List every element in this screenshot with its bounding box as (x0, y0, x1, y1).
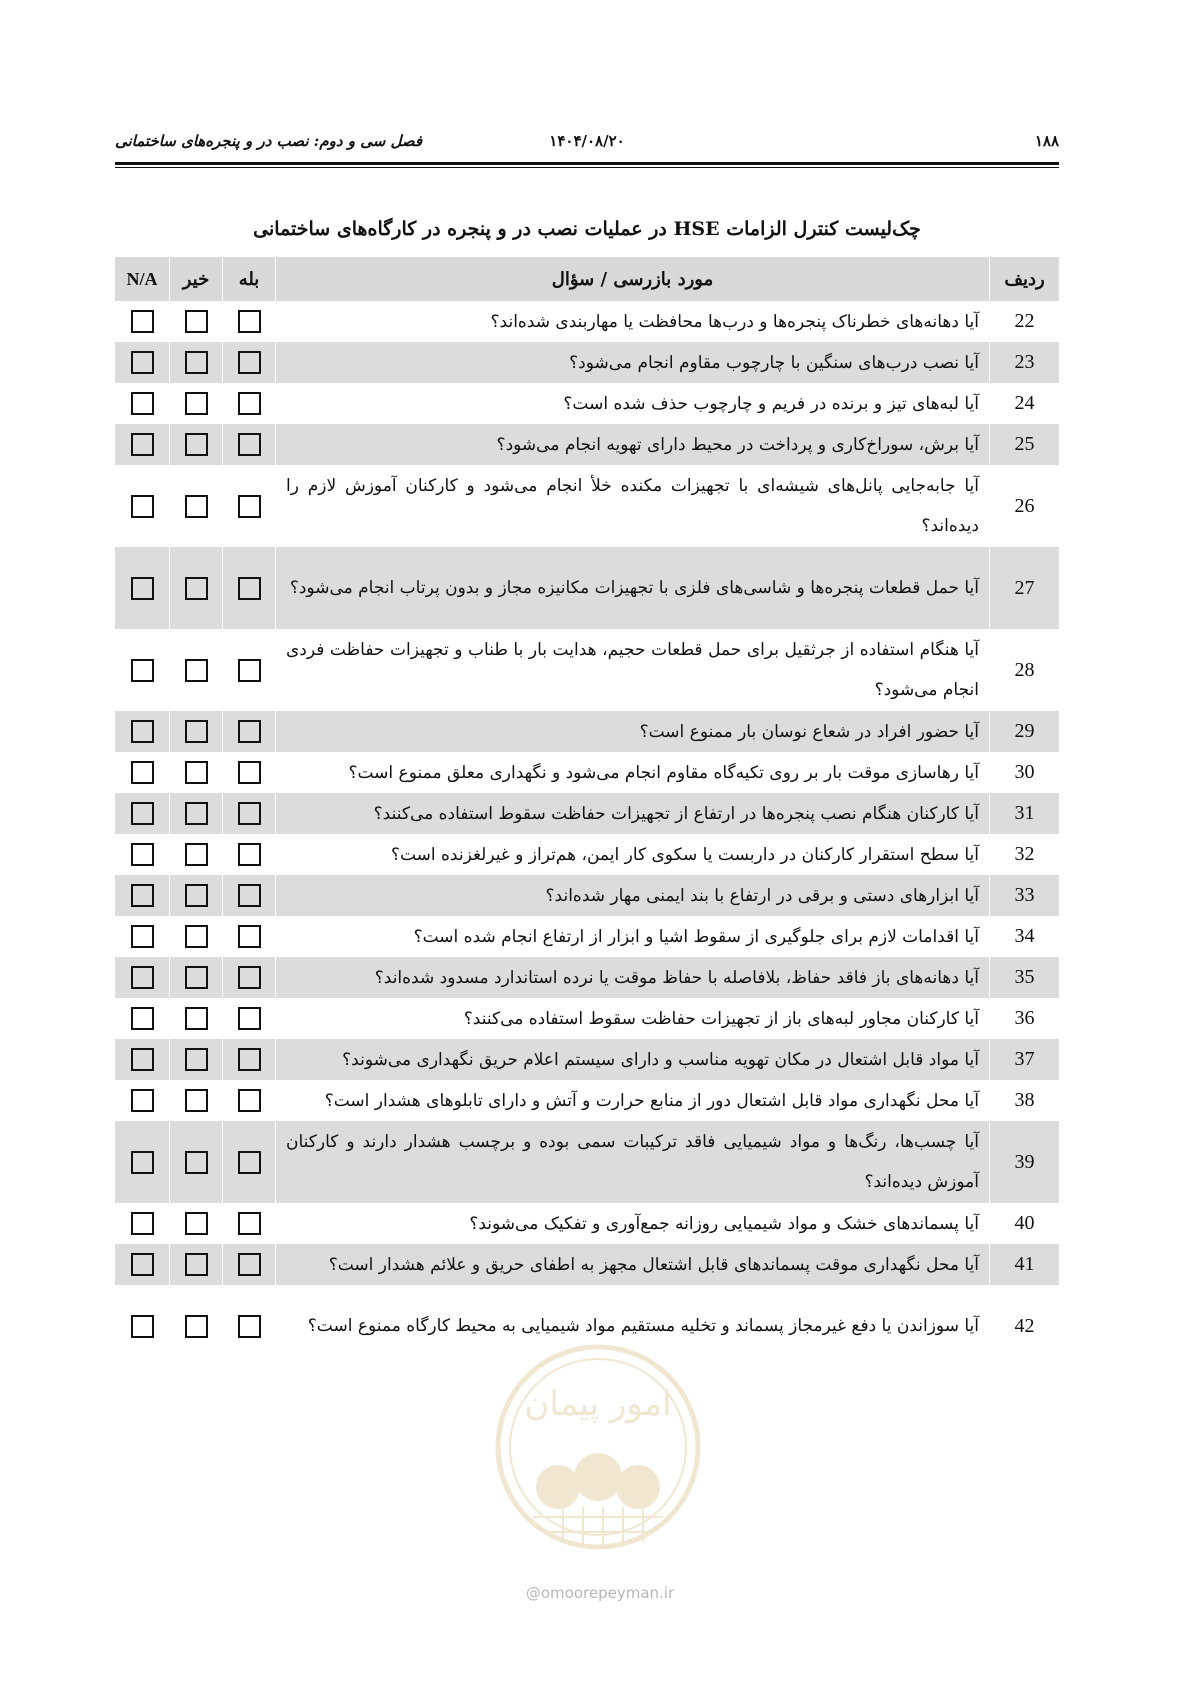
question-text: آیا اقدامات لازم برای جلوگیری از سقوط اشیا و ابزار از ارتفاع انجام شده است؟ (275, 916, 989, 957)
checkbox-no[interactable] (185, 966, 208, 989)
checkbox-yes[interactable] (238, 761, 261, 784)
header-divider-thick (115, 162, 1059, 165)
checkbox-na[interactable] (131, 843, 154, 866)
checkbox-cell-na (115, 301, 169, 342)
table-row (115, 629, 1059, 711)
checkbox-yes[interactable] (238, 966, 261, 989)
checkbox-cell-na (115, 752, 169, 793)
checkbox-yes[interactable] (238, 884, 261, 907)
checkbox-yes[interactable] (238, 1315, 261, 1338)
table-row (115, 1080, 1059, 1121)
checkbox-na[interactable] (131, 1007, 154, 1030)
checkbox-cell-na (115, 1244, 169, 1285)
checkbox-yes[interactable] (238, 495, 261, 518)
table-row (115, 465, 1059, 547)
checkbox-na[interactable] (131, 1089, 154, 1112)
checkbox-no[interactable] (185, 1089, 208, 1112)
checkbox-cell-na (115, 957, 169, 998)
table-row (115, 1121, 1059, 1203)
checkbox-no[interactable] (185, 495, 208, 518)
checkbox-yes[interactable] (238, 433, 261, 456)
checkbox-cell-na (115, 383, 169, 424)
table-row (115, 957, 1059, 998)
page-number: ۱۸۸ (1034, 132, 1059, 150)
row-number: 22 (989, 301, 1059, 342)
checkbox-cell-yes (222, 1039, 275, 1080)
checkbox-yes[interactable] (238, 802, 261, 825)
checkbox-cell-yes (222, 547, 275, 629)
table-row (115, 998, 1059, 1039)
checkbox-cell-yes (222, 875, 275, 916)
checkbox-cell-yes (222, 793, 275, 834)
question-text: آیا هنگام استفاده از جرثقیل برای حمل قطعات حجیم، هدایت بار با طناب و تجهیزات حفاظت فردی انجام می‌شود؟ (275, 629, 989, 711)
checkbox-na[interactable] (131, 659, 154, 682)
question-text: آیا حضور افراد در شعاع نوسان بار ممنوع است؟ (275, 711, 989, 752)
table-row (115, 875, 1059, 916)
question-text: آیا نصب درب‌های سنگین با چارچوب مقاوم انجام می‌شود؟ (275, 342, 989, 383)
checkbox-na[interactable] (131, 351, 154, 374)
header-no: خیر (169, 257, 222, 301)
checkbox-cell-yes (222, 1121, 275, 1203)
table-row (115, 793, 1059, 834)
checkbox-yes[interactable] (238, 1089, 261, 1112)
checkbox-cell-no (169, 342, 222, 383)
checkbox-no[interactable] (185, 659, 208, 682)
checkbox-cell-no (169, 793, 222, 834)
table-row (115, 1203, 1059, 1244)
checkbox-cell-yes (222, 465, 275, 547)
row-number: 31 (989, 793, 1059, 834)
checkbox-cell-no (169, 834, 222, 875)
checkbox-cell-na (115, 547, 169, 629)
checkbox-cell-no (169, 1285, 222, 1367)
checkbox-cell-na (115, 1203, 169, 1244)
table-row (115, 916, 1059, 957)
checkbox-cell-yes (222, 424, 275, 465)
checkbox-cell-yes (222, 834, 275, 875)
question-text: آیا جابه‌جایی پانل‌های شیشه‌ای با تجهیزات مکنده خلأ انجام می‌شود و کارکنان آموزش لازم را دیده‌اند؟ (275, 465, 989, 547)
checkbox-na[interactable] (131, 1212, 154, 1235)
checkbox-cell-yes (222, 1203, 275, 1244)
question-text: آیا برش، سوراخ‌کاری و پرداخت در محیط دارای تهویه انجام می‌شود؟ (275, 424, 989, 465)
checkbox-cell-yes (222, 1244, 275, 1285)
row-number: 32 (989, 834, 1059, 875)
checkbox-yes[interactable] (238, 310, 261, 333)
header-row-number: ردیف (989, 257, 1059, 301)
checkbox-cell-na (115, 1121, 169, 1203)
question-text: آیا محل نگهداری موقت پسماندهای قابل اشتعال مجهز به اطفای حریق و علائم هشدار است؟ (275, 1244, 989, 1285)
row-number: 34 (989, 916, 1059, 957)
checklist-body (115, 301, 1059, 1367)
checkbox-cell-na (115, 1285, 169, 1367)
checkbox-cell-no (169, 1080, 222, 1121)
table-row (115, 383, 1059, 424)
checkbox-cell-na (115, 998, 169, 1039)
row-number: 24 (989, 383, 1059, 424)
checkbox-cell-yes (222, 916, 275, 957)
checkbox-no[interactable] (185, 310, 208, 333)
header-question: مورد بازرسی / سؤال (275, 257, 989, 301)
row-number: 42 (989, 1285, 1059, 1367)
checkbox-no[interactable] (185, 1315, 208, 1338)
checkbox-cell-no (169, 1203, 222, 1244)
checkbox-yes[interactable] (238, 1253, 261, 1276)
question-text: آیا دهانه‌های خطرناک پنجره‌ها و درب‌ها محافظت یا مهاربندی شده‌اند؟ (275, 301, 989, 342)
checkbox-cell-yes (222, 711, 275, 752)
row-number: 28 (989, 629, 1059, 711)
row-number: 35 (989, 957, 1059, 998)
checkbox-cell-no (169, 916, 222, 957)
checkbox-na[interactable] (131, 1315, 154, 1338)
checkbox-yes[interactable] (238, 351, 261, 374)
checkbox-cell-no (169, 301, 222, 342)
checkbox-cell-yes (222, 1285, 275, 1367)
row-number: 30 (989, 752, 1059, 793)
checkbox-cell-no (169, 752, 222, 793)
question-text: آیا کارکنان هنگام نصب پنجره‌ها در ارتفاع از تجهیزات حفاظت سقوط استفاده می‌کنند؟ (275, 793, 989, 834)
checkbox-cell-na (115, 1039, 169, 1080)
table-row (115, 752, 1059, 793)
checkbox-cell-na (115, 1080, 169, 1121)
checkbox-cell-no (169, 711, 222, 752)
checkbox-cell-yes (222, 383, 275, 424)
row-number: 41 (989, 1244, 1059, 1285)
checkbox-na[interactable] (131, 720, 154, 743)
checkbox-no[interactable] (185, 392, 208, 415)
table-row (115, 424, 1059, 465)
watermark-logo-text: امور پیمان (524, 1384, 672, 1424)
checkbox-no[interactable] (185, 843, 208, 866)
row-number: 23 (989, 342, 1059, 383)
watermark-logo (488, 1337, 708, 1557)
checkbox-cell-na (115, 342, 169, 383)
chapter-title: فصل سی و دوم: نصب در و پنجره‌های ساختمانی (115, 132, 423, 150)
checkbox-yes[interactable] (238, 843, 261, 866)
checkbox-no[interactable] (185, 1151, 208, 1174)
table-row (115, 301, 1059, 342)
checkbox-yes[interactable] (238, 659, 261, 682)
checkbox-na[interactable] (131, 1048, 154, 1071)
checkbox-cell-yes (222, 342, 275, 383)
table-header-row (115, 257, 1059, 301)
checkbox-cell-no (169, 957, 222, 998)
watermark-url: @omoorepeyman.ir (525, 1584, 675, 1602)
header-yes: بله (222, 257, 275, 301)
checkbox-yes[interactable] (238, 1212, 261, 1235)
checkbox-na[interactable] (131, 577, 154, 600)
checkbox-cell-no (169, 875, 222, 916)
row-number: 26 (989, 465, 1059, 547)
row-number: 39 (989, 1121, 1059, 1203)
row-number: 36 (989, 998, 1059, 1039)
row-number: 25 (989, 424, 1059, 465)
question-text: آیا چسب‌ها، رنگ‌ها و مواد شیمیایی فاقد ترکیبات سمی بوده و برچسب هشدار دارند و کارکنان آموزش دیده‌اند؟ (275, 1121, 989, 1203)
checkbox-no[interactable] (185, 1048, 208, 1071)
checkbox-yes[interactable] (238, 1151, 261, 1174)
question-text: آیا سوزاندن یا دفع غیرمجاز پسماند و تخلیه مستقیم مواد شیمیایی به محیط کارگاه ممنوع است؟ (275, 1285, 989, 1367)
checkbox-na[interactable] (131, 761, 154, 784)
checkbox-cell-na (115, 711, 169, 752)
checkbox-no[interactable] (185, 351, 208, 374)
checkbox-no[interactable] (185, 1212, 208, 1235)
checkbox-cell-yes (222, 998, 275, 1039)
checkbox-cell-na (115, 916, 169, 957)
question-text: آیا لبه‌های تیز و برنده در فریم و چارچوب حذف شده است؟ (275, 383, 989, 424)
checkbox-yes[interactable] (238, 392, 261, 415)
row-number: 29 (989, 711, 1059, 752)
checkbox-na[interactable] (131, 802, 154, 825)
checkbox-no[interactable] (185, 1007, 208, 1030)
table-row (115, 342, 1059, 383)
page-header (115, 128, 1059, 164)
checkbox-cell-yes (222, 1080, 275, 1121)
question-text: آیا سطح استقرار کارکنان در داربست یا سکوی کار ایمن، هم‌تراز و غیرلغزنده است؟ (275, 834, 989, 875)
checkbox-cell-yes (222, 957, 275, 998)
table-row (115, 547, 1059, 629)
checkbox-cell-na (115, 465, 169, 547)
row-number: 27 (989, 547, 1059, 629)
checkbox-no[interactable] (185, 802, 208, 825)
checklist-table (115, 257, 1059, 1367)
checkbox-cell-no (169, 998, 222, 1039)
header-date: ۱۴۰۴/۰۸/۲۰ (549, 132, 625, 150)
checkbox-cell-no (169, 465, 222, 547)
checkbox-cell-no (169, 1244, 222, 1285)
question-text: آیا مواد قابل اشتعال در مکان تهویه مناسب و دارای سیستم اعلام حریق نگهداری می‌شوند؟ (275, 1039, 989, 1080)
checkbox-na[interactable] (131, 495, 154, 518)
table-row (115, 711, 1059, 752)
checkbox-no[interactable] (185, 720, 208, 743)
header-na: N/A (115, 257, 169, 301)
checklist-title: چک‌لیست کنترل الزامات HSE در عملیات نصب در و پنجره در کارگاه‌های ساختمانی (253, 218, 921, 240)
checkbox-cell-yes (222, 752, 275, 793)
checkbox-yes[interactable] (238, 925, 261, 948)
checkbox-no[interactable] (185, 1253, 208, 1276)
row-number: 40 (989, 1203, 1059, 1244)
checkbox-no[interactable] (185, 761, 208, 784)
question-text: آیا ابزارهای دستی و برقی در ارتفاع با بند ایمنی مهار شده‌اند؟ (275, 875, 989, 916)
checkbox-cell-na (115, 424, 169, 465)
question-text: آیا رهاسازی موقت بار بر روی تکیه‌گاه مقاوم انجام می‌شود و نگهداری معلق ممنوع است؟ (275, 752, 989, 793)
checkbox-na[interactable] (131, 310, 154, 333)
checkbox-no[interactable] (185, 884, 208, 907)
checkbox-na[interactable] (131, 433, 154, 456)
table-row (115, 1244, 1059, 1285)
checkbox-cell-no (169, 547, 222, 629)
row-number: 38 (989, 1080, 1059, 1121)
checkbox-cell-na (115, 793, 169, 834)
checkbox-na[interactable] (131, 925, 154, 948)
checkbox-na[interactable] (131, 884, 154, 907)
checkbox-no[interactable] (185, 925, 208, 948)
checkbox-yes[interactable] (238, 1007, 261, 1030)
checkbox-cell-no (169, 629, 222, 711)
checkbox-cell-no (169, 383, 222, 424)
checkbox-na[interactable] (131, 392, 154, 415)
checkbox-no[interactable] (185, 577, 208, 600)
question-text: آیا محل نگهداری مواد قابل اشتعال دور از منابع حرارت و آتش و دارای تابلوهای هشدار است؟ (275, 1080, 989, 1121)
question-text: آیا دهانه‌های باز فاقد حفاظ، بلافاصله با حفاظ موقت یا نرده استاندارد مسدود شده‌اند؟ (275, 957, 989, 998)
checkbox-cell-no (169, 1121, 222, 1203)
checkbox-na[interactable] (131, 966, 154, 989)
question-text: آیا پسماندهای خشک و مواد شیمیایی روزانه جمع‌آوری و تفکیک می‌شوند؟ (275, 1203, 989, 1244)
row-number: 33 (989, 875, 1059, 916)
checkbox-cell-na (115, 629, 169, 711)
checkbox-cell-na (115, 834, 169, 875)
checkbox-na[interactable] (131, 1253, 154, 1276)
row-number: 37 (989, 1039, 1059, 1080)
checkbox-na[interactable] (131, 1151, 154, 1174)
checkbox-no[interactable] (185, 433, 208, 456)
checkbox-cell-yes (222, 301, 275, 342)
checkbox-yes[interactable] (238, 577, 261, 600)
checkbox-cell-no (169, 1039, 222, 1080)
table-row (115, 834, 1059, 875)
header-divider-thin (115, 167, 1059, 168)
question-text: آیا حمل قطعات پنجره‌ها و شاسی‌های فلزی با تجهیزات مکانیزه مجاز و بدون پرتاب انجام می‌شود؟ (275, 547, 989, 629)
question-text: آیا کارکنان مجاور لبه‌های باز از تجهیزات حفاظت سقوط استفاده می‌کنند؟ (275, 998, 989, 1039)
checkbox-cell-na (115, 875, 169, 916)
table-row (115, 1039, 1059, 1080)
checkbox-yes[interactable] (238, 1048, 261, 1071)
checkbox-cell-yes (222, 629, 275, 711)
checkbox-cell-no (169, 424, 222, 465)
checkbox-yes[interactable] (238, 720, 261, 743)
